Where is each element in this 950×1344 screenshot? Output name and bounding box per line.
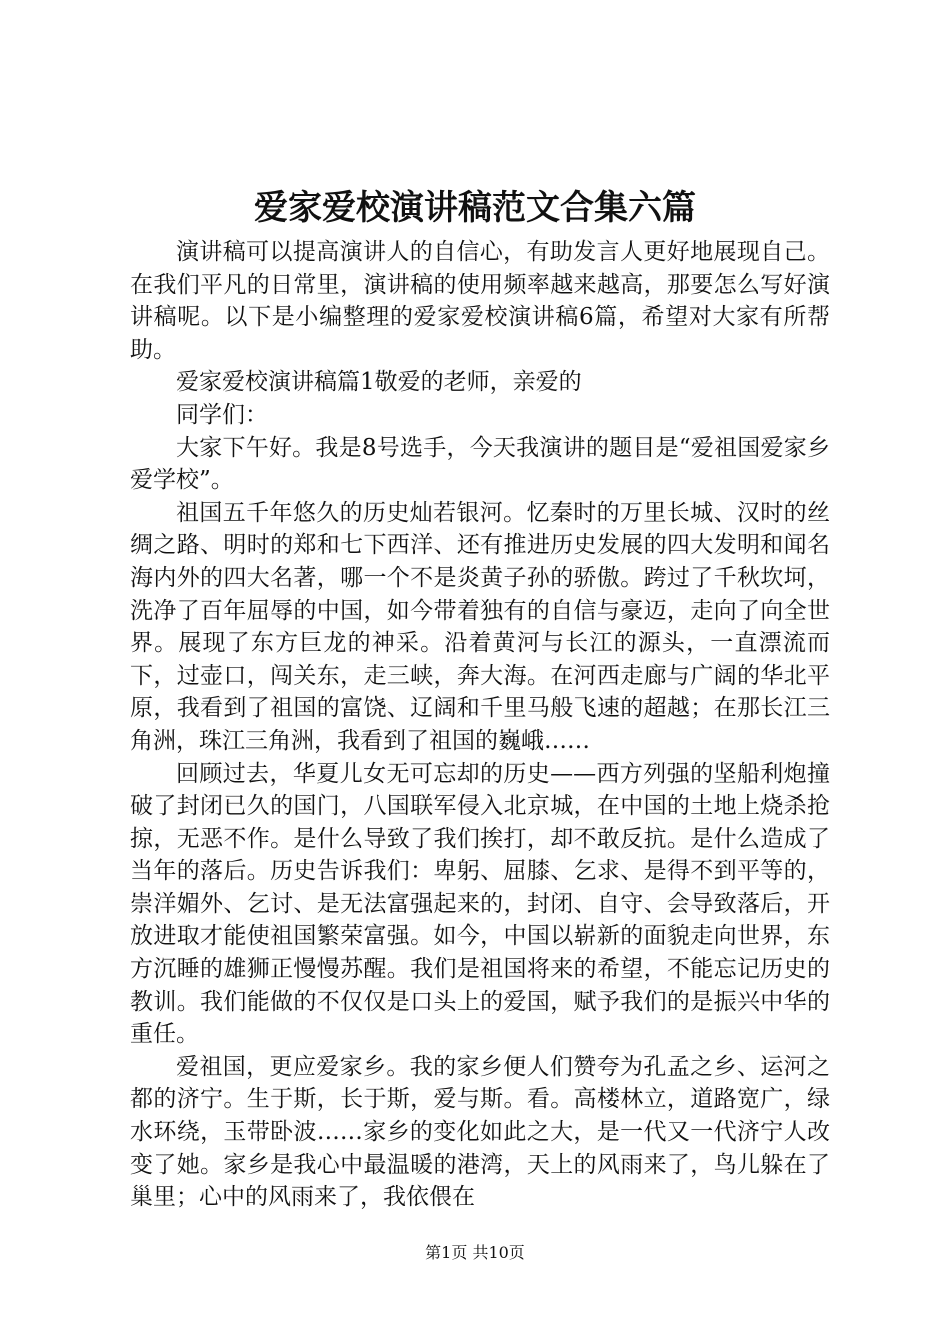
paragraph-intro: 演讲稿可以提高演讲人的自信心，有助发言人更好地展现自己。在我们平凡的日常里，演讲稿的使用频率越来越高，那要怎么写好演讲稿呢。以下是小编整理的爱家爱校演讲稿6篇，希望对大家有所帮助。 [130, 239, 830, 363]
paragraph-greeting: 大家下午好。我是8号选手，今天我演讲的题目是“爱祖国爱家乡爱学校”。 [130, 434, 830, 494]
paragraph-review: 回顾过去，华夏儿女无可忘却的历史——西方列强的坚船利炮撞破了封闭已久的国门，八国联军侵入北京城，在中国的土地上烧杀抢掠，无恶不作。是什么导致了我们挨打，却不敢反抗。是什么造成了当年的落后。历史告诉我们：卑躬、屈膝、乞求、是得不到平等的，崇洋媚外、乞讨、是无法富强起来的，封闭、自守、会导致落后，开放进取才能使祖国繁荣富强。如今，中国以崭新的面貌走向世界，东方沉睡的雄狮正慢慢苏醒。我们是祖国将来的希望，不能忘记历史的教训。我们能做的不仅仅是口头上的爱国，赋予我们的是振兴中华的重任。 [130, 760, 830, 1048]
paragraph-salutation: 同学们： [176, 401, 268, 428]
page-number-footer: 第1页 共10页 [425, 1243, 525, 1262]
paragraph-history: 祖国五千年悠久的历史灿若银河。忆秦时的万里长城、汉时的丝绸之路、明时的郑和七下西洋、还有推进历史发展的四大发明和闻名海内外的四大名著，哪一个不是炎黄子孙的骄傲。跨过了千秋坎坷，洗净了百年屈辱的中国，如今带着独有的自信与豪迈，走向了向全世界。展现了东方巨龙的神采。沿着黄河与长江的源头，一直漂流而下，过壶口，闯关东，走三峡，奔大海。在河西走廊与广阔的华北平原，我看到了祖国的富饶、辽阔和千里马般飞速的超越；在那长江三角洲，珠江三角洲，我看到了祖国的巍峨…… [130, 499, 830, 754]
paragraph-hometown: 爱祖国，更应爱家乡。我的家乡便人们赞夸为孔孟之乡、运河之都的济宁。生于斯，长于斯，爱与斯。看。高楼林立，道路宽广，绿水环绕，玉带卧波……家乡的变化如此之大，是一代又一代济宁人改变了她。家乡是我心中最温暖的港湾，天上的风雨来了，鸟儿躲在了巢里；心中的风雨来了，我依偎在 [130, 1053, 830, 1211]
paragraph-heading-1: 爱家爱校演讲稿篇1敬爱的老师，亲爱的 [176, 369, 582, 396]
document-body [130, 236, 830, 1214]
document-title: 爱家爱校演讲稿范文合集六篇 [254, 188, 696, 228]
